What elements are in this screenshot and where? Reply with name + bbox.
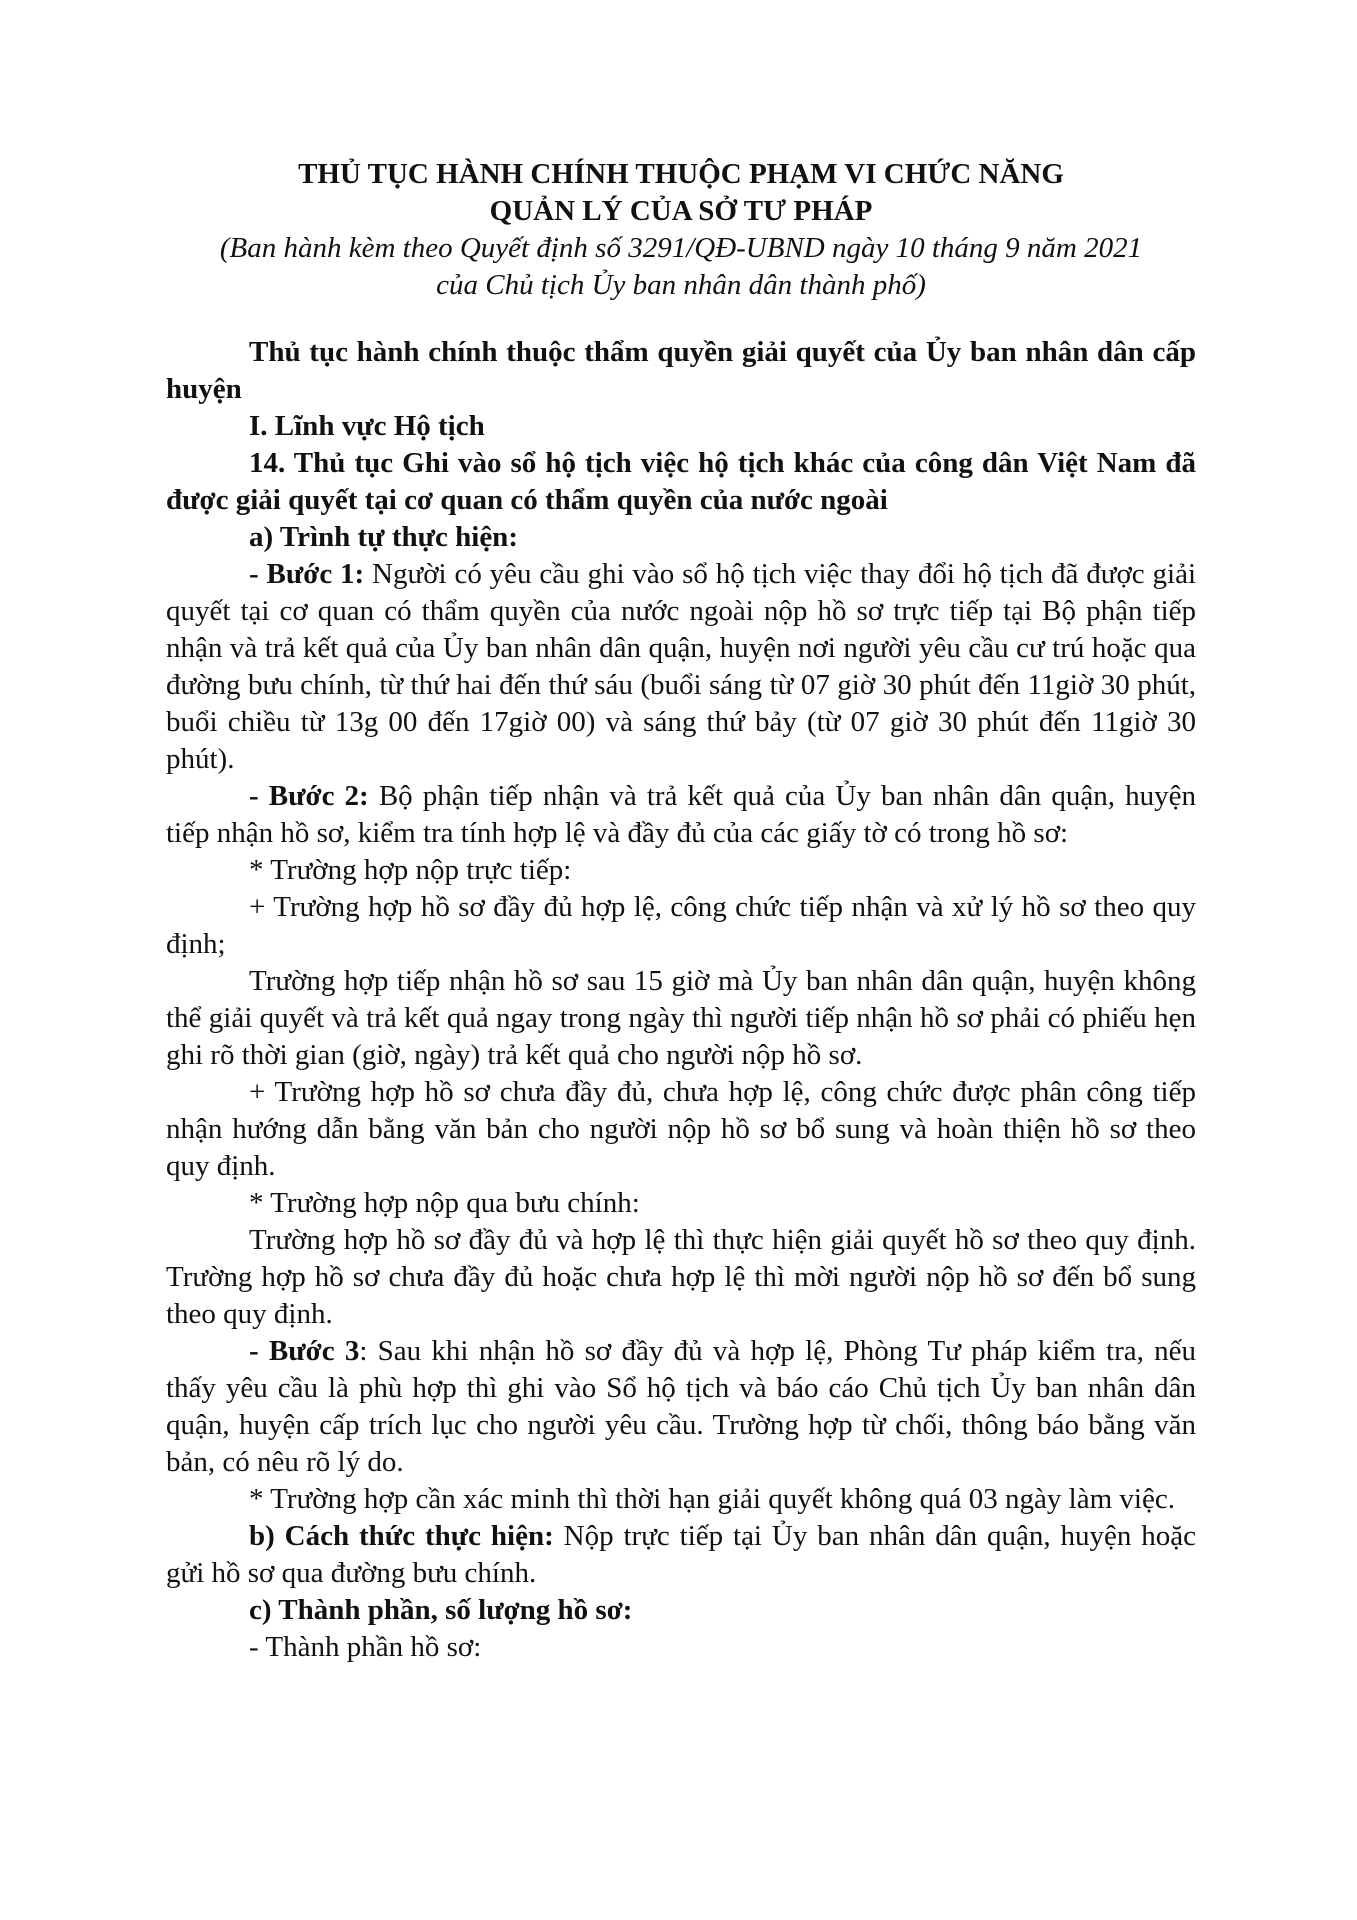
- document-header: [166, 156, 1196, 304]
- document-title-line1: THỦ TỤC HÀNH CHÍNH THUỘC PHẠM VI CHỨC NĂNG: [298, 158, 1064, 190]
- postal-paragraph: Trường hợp hồ sơ đầy đủ và hợp lệ thì thực hiện giải quyết hồ sơ theo quy định. Trường hợp hồ sơ chưa đầy đủ hoặc chưa hợp lệ thì mời người nộp hồ sơ đến bổ sung theo quy định.: [166, 1224, 1196, 1330]
- components-heading: c) Thành phần, số lượng hồ sơ:: [249, 1594, 633, 1626]
- step-1-text: Người có yêu cầu ghi vào sổ hộ tịch việc thay đổi hộ tịch đã được giải quyết tại cơ quan có thẩm quyền của nước ngoài nộp hồ sơ trực tiếp tại Bộ phận tiếp nhận và trả kết quả của Ủy ban nhân dân quận, huyện nơi người yêu cầu cư trú hoặc qua đường bưu chính, từ thứ hai đến thứ sáu (buổi sáng từ 07 giờ 30 phút đến 11giờ 30 phút, buổi chiều từ 13g 00 đến 17giờ 00) và sáng thứ bảy (từ 07 giờ 30 phút đến 11giờ 30 phút).: [166, 558, 1196, 775]
- step-2-paragraph: [166, 778, 1196, 852]
- document-subtitle-line2: của Chủ tịch Ủy ban nhân dân thành phố): [436, 269, 926, 301]
- document-subtitle-line1: (Ban hành kèm theo Quyết định số 3291/QĐ-UBND ngày 10 tháng 9 năm 2021: [219, 232, 1143, 264]
- step-3-label: - Bước 3: [249, 1335, 360, 1367]
- step-1-label: - Bước 1:: [249, 558, 365, 590]
- step-3-paragraph: [166, 1333, 1196, 1481]
- section-heading: I. Lĩnh vực Hộ tịch: [249, 410, 485, 442]
- method-text: Nộp trực tiếp tại Ủy ban nhân dân quận, huyện hoặc gửi hồ sơ qua đường bưu chính.: [166, 1520, 1196, 1589]
- procedure-title: 14. Thủ tục Ghi vào sổ hộ tịch việc hộ tịch khác của công dân Việt Nam đã được giải quyết tại cơ quan có thẩm quyền của nước ngoài: [166, 447, 1196, 516]
- header-spacer: [166, 304, 1196, 334]
- authority-heading: Thủ tục hành chính thuộc thẩm quyền giải quyết của Ủy ban nhân dân cấp huyện: [166, 336, 1196, 405]
- components-line: - Thành phần hồ sơ:: [249, 1631, 482, 1663]
- step-1-paragraph: [166, 556, 1196, 778]
- step-2-text: Bộ phận tiếp nhận và trả kết quả của Ủy ban nhân dân quận, huyện tiếp nhận hồ sơ, kiểm tra tính hợp lệ và đầy đủ của các giấy tờ có trong hồ sơ:: [166, 780, 1196, 849]
- sequence-heading: a) Trình tự thực hiện:: [249, 521, 518, 553]
- step-2-label: - Bước 2:: [249, 780, 369, 812]
- method-paragraph: [166, 1518, 1196, 1592]
- direct-incomplete-paragraph: + Trường hợp hồ sơ chưa đầy đủ, chưa hợp lệ, công chức được phân công tiếp nhận hướng dẫn bằng văn bản cho người nộp hồ sơ bổ sung và hoàn thiện hồ sơ theo quy định.: [166, 1076, 1196, 1182]
- document-title-line2: QUẢN LÝ CỦA SỞ TƯ PHÁP: [489, 195, 873, 227]
- direct-complete-paragraph: + Trường hợp hồ sơ đầy đủ hợp lệ, công chức tiếp nhận và xử lý hồ sơ theo quy định;: [166, 891, 1196, 960]
- direct-after-15-paragraph: Trường hợp tiếp nhận hồ sơ sau 15 giờ mà Ủy ban nhân dân quận, huyện không thể giải quyết và trả kết quả ngay trong ngày thì người tiếp nhận hồ sơ phải có phiếu hẹn ghi rõ thời gian (giờ, ngày) trả kết quả cho người nộp hồ sơ.: [166, 965, 1196, 1071]
- document-page: [166, 156, 1196, 1666]
- method-label: b) Cách thức thực hiện:: [249, 1520, 554, 1552]
- step-3-text: : Sau khi nhận hồ sơ đầy đủ và hợp lệ, Phòng Tư pháp kiểm tra, nếu thấy yêu cầu là phù hợp thì ghi vào Sổ hộ tịch và báo cáo Chủ tịch Ủy ban nhân dân quận, huyện cấp trích lục cho người yêu cầu. Trường hợp từ chối, thông báo bằng văn bản, có nêu rõ lý do.: [166, 1335, 1196, 1478]
- direct-submission-case: * Trường hợp nộp trực tiếp:: [249, 854, 572, 886]
- postal-submission-case: * Trường hợp nộp qua bưu chính:: [249, 1187, 640, 1219]
- verification-paragraph: * Trường hợp cần xác minh thì thời hạn giải quyết không quá 03 ngày làm việc.: [249, 1483, 1175, 1515]
